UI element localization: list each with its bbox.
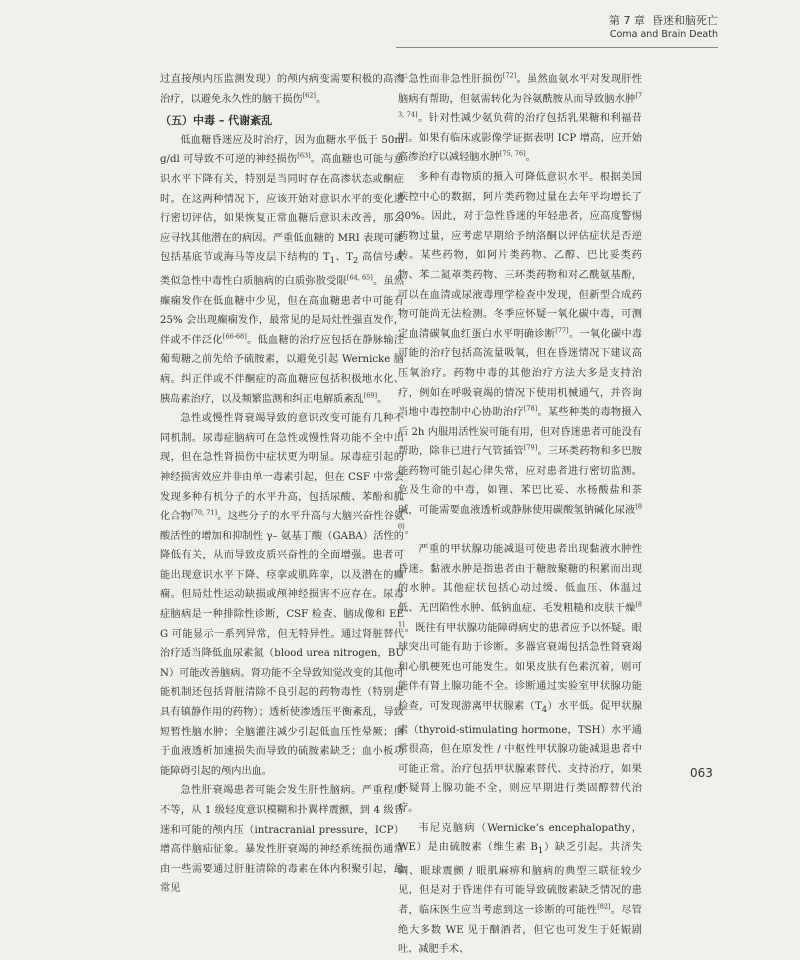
text: 急性或慢性肾衰竭导致的意识改变可能有几种不同机制。尿毒症脑病可在急性或慢性肾功能不全中出现，但在急性肾损伤中症状更为明显。尿毒症引起的神经损害效应并非由单一毒素引起，但在 CSF 中常会发现多种有机分子的水平升高，包括尿酸、苯酚和胍化合物: [160, 413, 404, 523]
page-number: 063: [690, 766, 713, 780]
text: 。三环类药物和多巴胺能药物可能引起心律失常，应对患者进行密切监测。危及生命的中毒，如锂、苯巴比妥、水杨酸盐和茶碱，可能需要血液透析或静脉使用碳酸氢钠碱化尿液: [398, 446, 642, 517]
text: 。虽然癫痫发作在低血糖中少见，但在高血糖患者中可能有 25% 会出现癫痫发作，最常见的是局灶性强直发作，伴或不伴泛化: [160, 275, 405, 346]
subscript: 1: [329, 256, 336, 267]
text: 。一氧化碳中毒可能的治疗包括高流量吸氧，但在昏迷情况下建议高压氧治疗。药物中毒的其他治疗方法大多是支持治疗，例如在呼吸衰竭的情况下使用机械通气，并咨询当地中毒控制中心协助治疗: [398, 328, 642, 419]
text: 。某些种类的毒物摄入后 2h 内服用活性炭可能有用，但对昏迷患者可能没有帮助，除非已进行气管插管: [398, 407, 642, 458]
chapter-title: 昏迷和脑死亡: [652, 14, 718, 27]
text: ）缺乏引起。共济失调、眼球震颤 / 眼肌麻痹和脑病的典型三联征较少见，但是对于昏迷伴有可能导致硫胺素缺乏情况的患者，临床医生应当考虑到这一诊断的可能性: [398, 842, 643, 916]
text: 。: [525, 152, 536, 164]
header-rule: [396, 47, 718, 48]
right-column: [398, 70, 642, 960]
left-column: [160, 70, 404, 899]
text: 。针对性减少氨负荷的治疗包括乳果糖和利福昔明。如果有临床或影像学证据表明 ICP 增高，应开始高渗治疗以减轻脑水肿: [398, 113, 642, 164]
citation: [64, 65]: [346, 273, 373, 282]
text: 。高血糖也可能与意识水平下降有关，特别是当同时存在高渗状态或酮症时。在这两种情况下，应该开始对意识水平的变化进行密切评估，如果恢复正常血糖后意识未改善，那么应寻找其他潜在的病因。严重低血糖的 MRI 表现可能包括基底节或海马等皮层下结构的 T: [160, 154, 404, 264]
citation: [75, 76]: [499, 149, 526, 158]
chapter-title-cn: [609, 14, 718, 28]
text: 。尽管绝大多数 WE 见于酗酒者，但它也可发生于妊娠剧吐、减肥手术、: [398, 905, 642, 956]
text: 低血糖昏迷应及时治疗，因为血糖水平低于 50mg/dl 可导致不可逆的神经损伤: [160, 134, 404, 166]
text: 。既往有甲状腺功能障碍病史的患者应予以怀疑。眼球突出可能有助于诊断。多器官衰竭包括急性肾衰竭和心肌梗死也可能发生。如果皮肤有色素沉着，则可能伴有肾上腺功能不全。诊断通过实验室甲状腺功能检查，可发现游离甲状腺素（T: [398, 622, 642, 712]
citation: [69]: [363, 391, 378, 400]
text: 韦尼克脑病（Wernicke’s encephalopathy，WE）是由硫胺素（维生素 B: [398, 822, 642, 854]
citation: [72]: [502, 71, 517, 80]
paragraph: [398, 819, 642, 960]
text: 急性肝衰竭患者可能会发生肝性脑病。严重程度不等，从 1 级轻度意识模糊和扑翼样震颤，到 4 级昏迷和可能的颅内压（intracranial pressure，ICP）增高伴脑疝征象。暴发性肝衰竭的神经系统损伤通常由一些需要通过肝脏清除的毒素在体内积聚引起，最常见: [160, 785, 404, 895]
citation: [77]: [555, 326, 569, 335]
paragraph: [160, 131, 404, 409]
text: 。虽然血氨水平对发现肝性脑病有帮助，但氨需转化为谷氨酰胺从而导致脑水肿: [398, 74, 642, 105]
citation: [82]: [597, 902, 611, 911]
running-header: [609, 14, 718, 41]
text: 。: [404, 524, 415, 536]
subscript: 4: [541, 705, 548, 716]
text: 高信号或类似急性中毒性白质脑病的白质弥散受限: [160, 252, 404, 287]
citation: [66-68]: [222, 332, 247, 341]
subscript: 2: [352, 256, 359, 267]
text: 。: [377, 393, 388, 405]
citation: [79]: [523, 443, 538, 452]
chapter-number: 第 7 章: [609, 14, 645, 27]
paragraph: [398, 70, 642, 168]
text: 于急性而非急性肝损伤: [398, 74, 503, 85]
text: ）水平低。促甲状腺素（thyroid-stimulating hormone，TSH）水平通常很高，但在原发性 / 中枢性甲状腺功能减退患者中可能正常。治疗包括甲状腺素替代、支持治疗，如果怀疑肾上腺功能不全，则应早期进行类固醇替代治疗。: [398, 701, 643, 814]
text: 。这些分子的水平升高与大脑兴奋性谷氨酸活性的增加和抑制性 γ– 氨基丁酸（GABA）活性的降低有关，从而导致皮质兴奋性的全面增强。患者可能出现意识水平下降、痉挛或肌阵挛，以及潜在的癫痫。但局灶性运动缺损或颅神经损害不应存在。尿毒症脑病是一种排除性诊断，CSF 检查、脑成像和 EEG 可能显示一系列异常，但无特异性。通过肾脏替代治疗适当降低血尿素氮（blood urea nitrogen，BUN）可能改善脑病。肾功能不全导致知觉改变的其他可能机制还包括肾脏清除不良引起的药物毒性（特别是具有镇静作用的药物）；透析使渗透压平衡紊乱，导致短暂性脑水肿；全脑灌注减少引起低血压性晕厥；由于血液透析加速损失而导致的硫胺素缺乏；血小板功能障碍引起的颅内出血。: [160, 511, 405, 777]
text: 。: [315, 93, 327, 105]
citation: [73, 74]: [398, 91, 642, 119]
text: 。低血糖的治疗应包括在静脉输注葡萄糖之前先给予硫胺素，以避免引起 Wernicke 脑病。纠正伴或不伴酮症的高血糖应包括积极地水化、胰岛素治疗，以及频繁监测和纠正电解质紊乱: [160, 334, 405, 405]
paragraph: [398, 540, 642, 818]
paragraph: [160, 409, 404, 781]
paragraph: [160, 70, 404, 109]
subscript: 1: [537, 846, 544, 857]
text: 严重的甲状腺功能减退可使患者出现黏液水肿性昏迷。黏液水肿是指患者由于糖胺聚糖的积累而出现的水肿。其他症状包括心动过缓、低血压、体温过低、无凹陷性水肿、低钠血症、毛发粗糙和皮肤干燥: [398, 544, 642, 615]
chapter-title-en: Coma and Brain Death: [609, 29, 718, 40]
citation: [62]: [302, 91, 316, 100]
citation: [78]: [523, 404, 538, 413]
citation: [81]: [398, 600, 642, 629]
paragraph: [398, 168, 642, 540]
paragraph: [160, 781, 404, 899]
citation: [63]: [297, 151, 311, 160]
section-heading: （五）中毒 – 代谢紊乱: [160, 114, 273, 128]
text: 多种有毒物质的摄入可降低意识水平。根据美国疾控中心的数据，阿片类药物过量在去年平均增长了 30%。因此，对于急性昏迷的年轻患者，应高度警惕药物过量，应考虑早期给予纳洛酮以评估症状是否逆转。某些药物，如阿片类药物、乙醇、巴比妥类药物、苯二氮䓬类药物、三环类药物和对乙酰氨基酚，可以在血清或尿液毒理学检查中发现，但新型合成药物可能尚无法检测。冬季应怀疑一氧化碳中毒，可测定血清碳氧血红蛋白水平明确诊断: [398, 171, 642, 340]
citation: [70, 71]: [191, 508, 218, 517]
text: 过直接颅内压监测发现）的颅内病变需要积极的高渗治疗，以避免永久性的脑干损伤: [160, 74, 404, 105]
text: 、T: [335, 252, 353, 264]
citation: [80]: [398, 502, 642, 531]
